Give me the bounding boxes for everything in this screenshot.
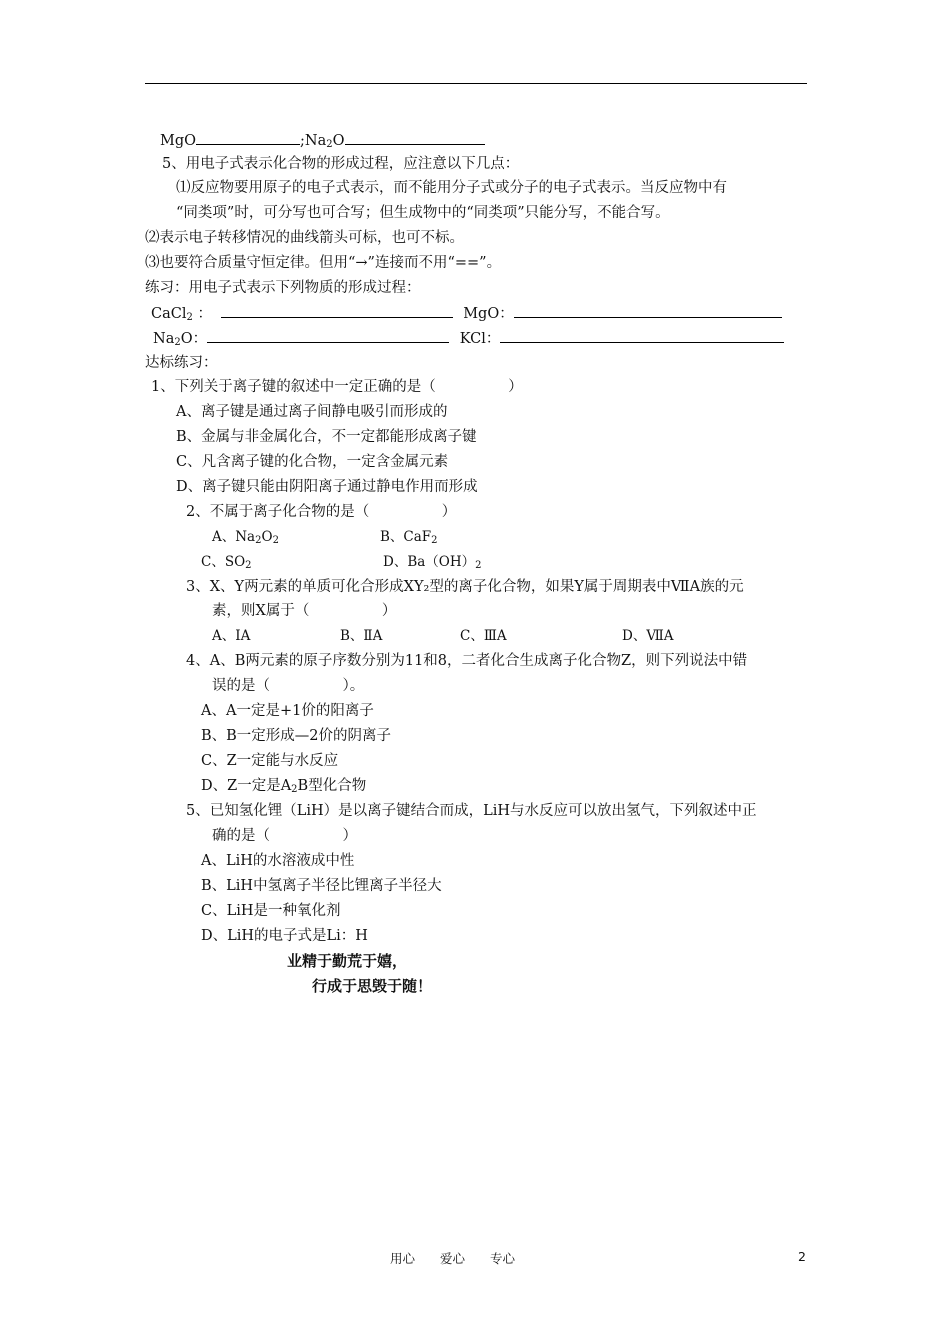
point-3-text: ⑶也要符合质量守恒定律。但用“→”连接而不用“==”。: [145, 255, 502, 271]
question-1-option-d: D、离子键只能由阴阳离子通过静电作用而形成: [176, 479, 478, 495]
question-3-option-d: D、ⅦA: [622, 628, 674, 644]
footer-slogan: 用心 爱心 专心: [390, 1251, 516, 1266]
blank-mgo[interactable]: [196, 130, 300, 145]
question-2-option-a: A、$Na_2O_2$: [212, 529, 279, 546]
question-2-option-b: B、CaF$_2$: [380, 529, 438, 546]
blank-cacl2[interactable]: [221, 303, 453, 318]
question-5-option-d: D、LiH的电子式是Li：H: [201, 928, 368, 944]
question-4-option-d: D、Z一定是$A_2B$型化合物: [201, 778, 367, 795]
exercise-line-cacl2-mgo: [151, 303, 782, 328]
question-2-option-d: D、$Ba(OH)_2$: [383, 554, 482, 571]
label-mgo-exercise: MgO：: [463, 306, 514, 322]
question-4: 4、A、B两元素的原子序数分别为11和8，二者化合生成离子化合物Z，则下列说法中错: [186, 653, 748, 669]
question-2-option-c: C、$SO_2$: [201, 554, 252, 571]
point-1-text-cont: “同类项”时，可分写也可合写；但生成物中的“同类项”只能分写，不能合写。: [176, 205, 670, 221]
question-4-cont: 误的是（ ）。: [212, 678, 365, 694]
point-1-text: ⑴反应物要用原子的电子式表示，而不能用分子式或分子的电子式表示。当反应物中有: [176, 180, 727, 196]
point-5-heading: 5、用电子式表示化合物的形成过程，应注意以下几点：: [162, 156, 520, 172]
question-1-option-b: B、金属与非金属化合，不一定都能形成离子键: [176, 429, 477, 445]
practice-heading: 达标练习：: [145, 355, 218, 371]
label-kcl: KCl：: [459, 331, 501, 347]
question-4-option-a: A、A一定是+1价的阳离子: [201, 703, 374, 719]
question-4-option-b: B、B一定形成—2价的阴离子: [201, 728, 392, 744]
label-na2o: $;Na_2O$: [300, 133, 345, 150]
label-mgo: MgO: [160, 133, 197, 149]
question-5-option-a: A、LiH的水溶液成中性: [201, 853, 355, 869]
question-1: 1、下列关于离子键的叙述中一定正确的是（ ）: [151, 379, 523, 395]
exercise-heading: 练习：用电子式表示下列物质的形成过程：: [145, 280, 421, 296]
question-5-cont: 确的是（ ）: [212, 828, 357, 844]
question-1-option-a: A、离子键是通过离子间静电吸引而形成的: [176, 404, 448, 420]
answer-line-mgo-na2o: [160, 130, 485, 155]
blank-mgo-exercise[interactable]: [514, 303, 782, 318]
exercise-line-na2o-kcl: [153, 328, 784, 353]
question-3: 3、X、Y两元素的单质可化合形成XY₂型的离子化合物，如果Y属于周期表中ⅦA族的元: [186, 579, 744, 595]
motto-line-1: 业精于勤荒于嬉，: [287, 952, 408, 970]
label-na2o-exercise: $Na_2O$：: [153, 331, 208, 348]
question-3-option-b: B、ⅡA: [340, 628, 383, 644]
blank-na2o-exercise[interactable]: [207, 328, 449, 343]
question-4-option-c: C、Z一定能与水反应: [201, 753, 339, 769]
label-cacl2: CaCl$_2$ ：: [151, 306, 212, 323]
question-2: 2、不属于离子化合物的是（ ）: [186, 504, 457, 520]
point-2-text: ⑵表示电子转移情况的曲线箭头可标，也可不标。: [145, 230, 464, 246]
question-3-option-c: C、ⅢA: [460, 628, 507, 644]
blank-na2o[interactable]: [345, 130, 485, 145]
question-3-cont: 素，则X属于（ ）: [212, 603, 397, 619]
motto-line-2: 行成于思毁于随！: [312, 977, 433, 995]
header-rule: [145, 83, 807, 84]
page-number: 2: [798, 1249, 806, 1264]
question-5: 5、已知氢化锂（LiH）是以离子键结合而成，LiH与水反应可以放出氢气，下列叙述中正: [186, 803, 757, 819]
question-1-option-c: C、凡含离子键的化合物，一定含金属元素: [176, 454, 449, 470]
question-5-option-c: C、LiH是一种氧化剂: [201, 903, 341, 919]
blank-kcl[interactable]: [500, 328, 784, 343]
question-5-option-b: B、LiH中氢离子半径比锂离子半径大: [201, 878, 442, 894]
question-3-option-a: A、ⅠA: [212, 628, 251, 644]
